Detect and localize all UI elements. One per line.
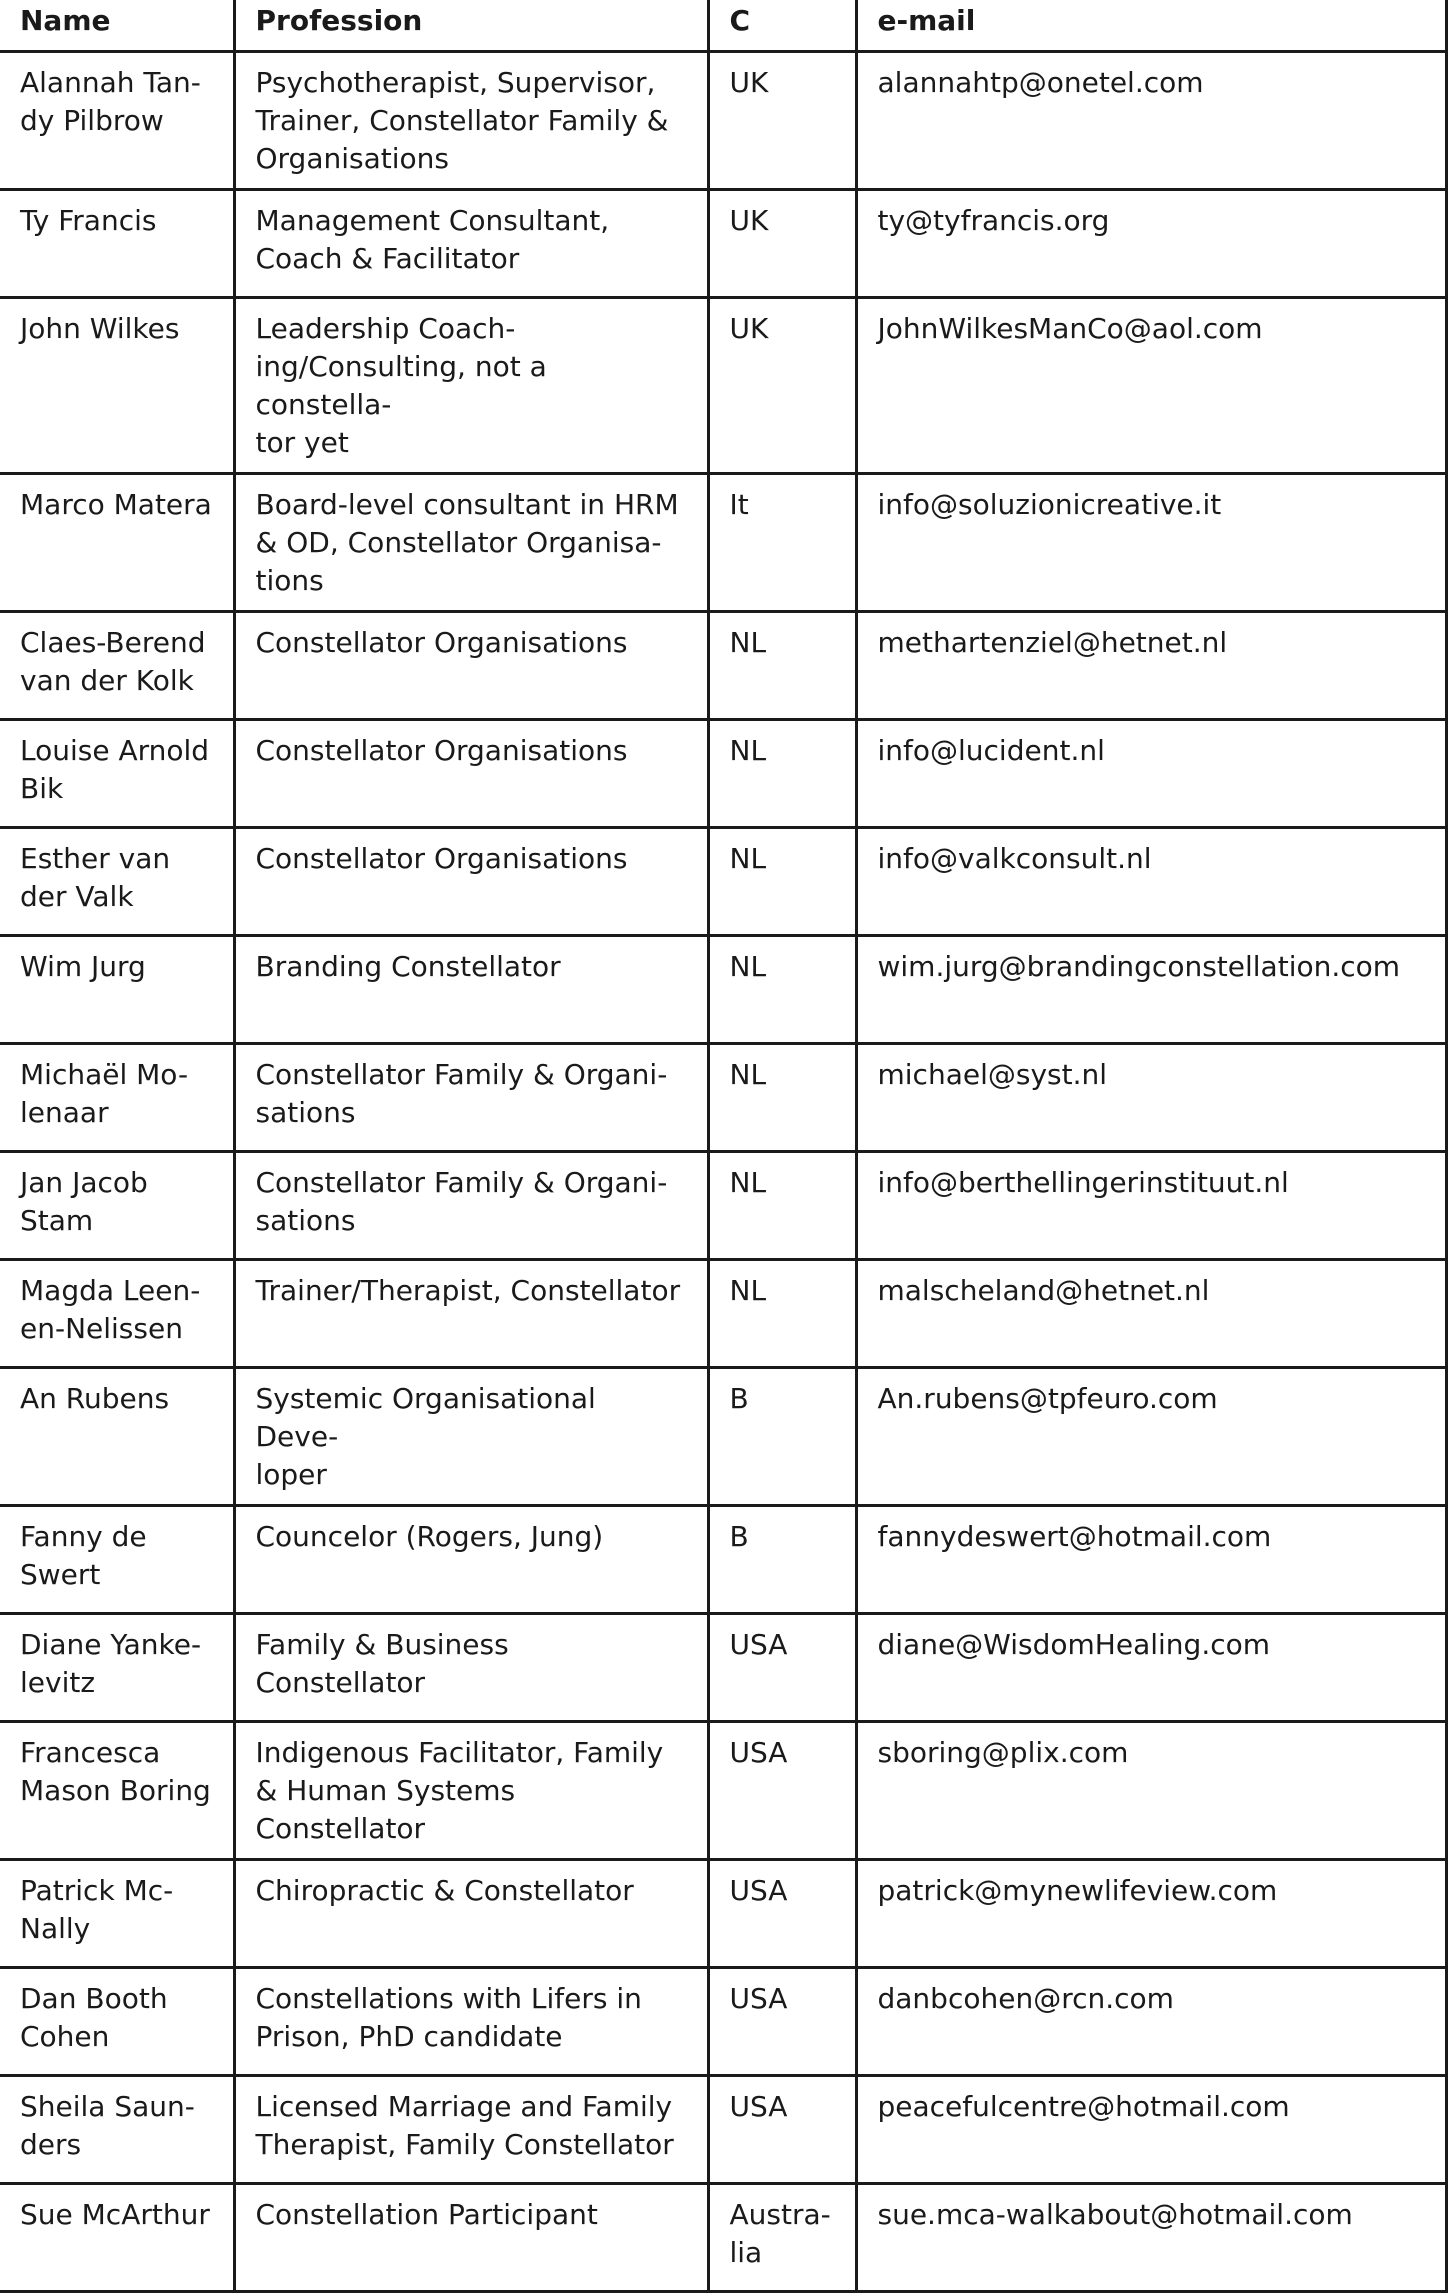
country-cell: NL: [708, 1044, 856, 1152]
country-cell: USA: [708, 1968, 856, 2076]
profession-cell: Board-level consultant in HRM & OD, Constellator Organisa- tions: [234, 474, 708, 612]
name-cell: Marco Matera: [0, 474, 234, 612]
email-cell[interactable]: alannahtp@onetel.com: [856, 52, 1446, 190]
name-cell: Sue McArthur: [0, 2184, 234, 2292]
table-row: [0, 936, 1446, 1044]
table-row: [0, 1968, 1446, 2076]
table-row: [0, 474, 1446, 612]
email-cell[interactable]: patrick@mynewlifeview.com: [856, 1860, 1446, 1968]
name-cell: Claes-Berend van der Kolk: [0, 612, 234, 720]
table-row: [0, 720, 1446, 828]
profession-cell: Licensed Marriage and Family Therapist, Family Constellator: [234, 2076, 708, 2184]
email-cell[interactable]: malscheland@hetnet.nl: [856, 1260, 1446, 1368]
name-cell: Jan Jacob Stam: [0, 1152, 234, 1260]
country-cell: UK: [708, 190, 856, 298]
country-cell: B: [708, 1506, 856, 1614]
table-row: [0, 298, 1446, 474]
profession-cell: Constellation Participant: [234, 2184, 708, 2292]
table-row: [0, 1368, 1446, 1506]
name-cell: John Wilkes: [0, 298, 234, 474]
profession-cell: Councelor (Rogers, Jung): [234, 1506, 708, 1614]
header-row: [0, 0, 1446, 52]
country-cell: B: [708, 1368, 856, 1506]
country-cell: UK: [708, 52, 856, 190]
table-row: [0, 1722, 1446, 1860]
country-cell: NL: [708, 936, 856, 1044]
email-cell[interactable]: fannydeswert@hotmail.com: [856, 1506, 1446, 1614]
profession-cell: Constellator Family & Organi- sations: [234, 1152, 708, 1260]
country-cell: NL: [708, 720, 856, 828]
name-cell: Fanny de Swert: [0, 1506, 234, 1614]
table-row: [0, 1614, 1446, 1722]
name-cell: An Rubens: [0, 1368, 234, 1506]
name-cell: Michaël Mo- lenaar: [0, 1044, 234, 1152]
name-cell: Dan Booth Cohen: [0, 1968, 234, 2076]
email-cell[interactable]: peacefulcentre@hotmail.com: [856, 2076, 1446, 2184]
profession-cell: Constellator Organisations: [234, 612, 708, 720]
name-cell: Sheila Saun- ders: [0, 2076, 234, 2184]
table-row: [0, 612, 1446, 720]
email-cell[interactable]: diane@WisdomHealing.com: [856, 1614, 1446, 1722]
table-row: [0, 828, 1446, 936]
table-row: [0, 1506, 1446, 1614]
name-cell: Francesca Mason Boring: [0, 1722, 234, 1860]
table-row: [0, 1152, 1446, 1260]
profession-cell: Psychotherapist, Supervisor, Trainer, Constellator Family & Organisations: [234, 52, 708, 190]
profession-cell: Trainer/Therapist, Constellator: [234, 1260, 708, 1368]
name-cell: Alannah Tan- dy Pilbrow: [0, 52, 234, 190]
table-row: [0, 2076, 1446, 2184]
email-cell[interactable]: sboring@plix.com: [856, 1722, 1446, 1860]
table-body: [0, 52, 1446, 2292]
email-cell[interactable]: methartenziel@hetnet.nl: [856, 612, 1446, 720]
name-cell: Patrick Mc- Nally: [0, 1860, 234, 1968]
profession-cell: Branding Constellator: [234, 936, 708, 1044]
email-cell[interactable]: An.rubens@tpfeuro.com: [856, 1368, 1446, 1506]
email-cell[interactable]: sue.mca-walkabout@hotmail.com: [856, 2184, 1446, 2292]
profession-cell: Management Consultant, Coach & Facilitator: [234, 190, 708, 298]
name-cell: Esther van der Valk: [0, 828, 234, 936]
header-profession: Profession: [234, 0, 708, 52]
profession-cell: Constellator Family & Organi- sations: [234, 1044, 708, 1152]
name-cell: Wim Jurg: [0, 936, 234, 1044]
profession-cell: Constellator Organisations: [234, 828, 708, 936]
name-cell: Louise Arnold Bik: [0, 720, 234, 828]
table-row: [0, 190, 1446, 298]
country-cell: Austra- lia: [708, 2184, 856, 2292]
table-row: [0, 2184, 1446, 2292]
country-cell: NL: [708, 1260, 856, 1368]
name-cell: Ty Francis: [0, 190, 234, 298]
name-cell: Diane Yanke- levitz: [0, 1614, 234, 1722]
country-cell: USA: [708, 1722, 856, 1860]
email-cell[interactable]: wim.jurg@brandingconstellation.com: [856, 936, 1446, 1044]
email-cell[interactable]: info@valkconsult.nl: [856, 828, 1446, 936]
email-cell[interactable]: info@soluzionicreative.it: [856, 474, 1446, 612]
header-name: Name: [0, 0, 234, 52]
profession-cell: Systemic Organisational Deve- loper: [234, 1368, 708, 1506]
profession-cell: Chiropractic & Constellator: [234, 1860, 708, 1968]
profession-cell: Constellations with Lifers in Prison, PhD candidate: [234, 1968, 708, 2076]
country-cell: USA: [708, 2076, 856, 2184]
header-country: C: [708, 0, 856, 52]
profession-cell: Family & Business Constellator: [234, 1614, 708, 1722]
table-row: [0, 1044, 1446, 1152]
country-cell: NL: [708, 612, 856, 720]
name-cell: Magda Leen- en-Nelissen: [0, 1260, 234, 1368]
email-cell[interactable]: ty@tyfrancis.org: [856, 190, 1446, 298]
table-row: [0, 52, 1446, 190]
table-row: [0, 1260, 1446, 1368]
profession-cell: Constellator Organisations: [234, 720, 708, 828]
country-cell: It: [708, 474, 856, 612]
email-cell[interactable]: JohnWilkesManCo@aol.com: [856, 298, 1446, 474]
table-header: [0, 0, 1446, 52]
profession-cell: Leadership Coach- ing/Consulting, not a constella- tor yet: [234, 298, 708, 474]
header-email: e-mail: [856, 0, 1446, 52]
email-cell[interactable]: michael@syst.nl: [856, 1044, 1446, 1152]
country-cell: NL: [708, 828, 856, 936]
email-cell[interactable]: info@berthellingerinstituut.nl: [856, 1152, 1446, 1260]
country-cell: USA: [708, 1860, 856, 1968]
country-cell: USA: [708, 1614, 856, 1722]
country-cell: UK: [708, 298, 856, 474]
country-cell: NL: [708, 1152, 856, 1260]
email-cell[interactable]: info@lucident.nl: [856, 720, 1446, 828]
table-row: [0, 1860, 1446, 1968]
email-cell[interactable]: danbcohen@rcn.com: [856, 1968, 1446, 2076]
profession-cell: Indigenous Facilitator, Family & Human Systems Constellator: [234, 1722, 708, 1860]
